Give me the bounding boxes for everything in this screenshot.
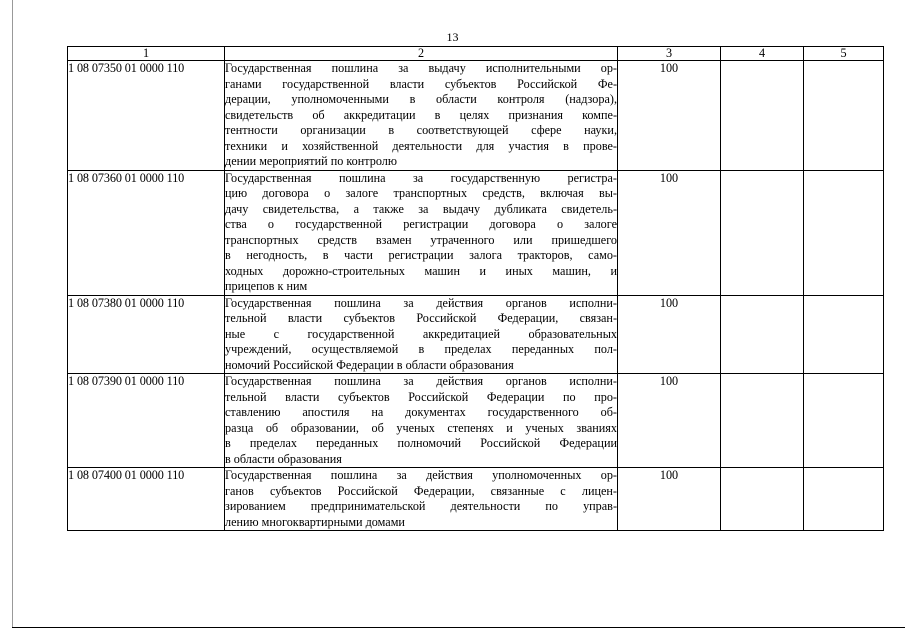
- description-line: учреждений, осуществляемой в пределах переданных пол-: [225, 342, 617, 356]
- description-line: дении мероприятий по контролю: [225, 154, 397, 168]
- empty-cell: [804, 61, 884, 171]
- description-line: тельной власти субъектов Российской Федерации, связан-: [225, 311, 617, 325]
- description-line: свидетельств об аккредитации в целях признания компе-: [225, 107, 617, 122]
- description-line: в области образования: [225, 451, 342, 466]
- header-col-2: 2: [225, 47, 618, 61]
- description-line: номочий Российской Федерации в области образования: [225, 357, 514, 372]
- table-body: [68, 61, 884, 531]
- empty-cell: [721, 61, 804, 171]
- description-line: в пределах переданных полномочий Российской Федерации: [225, 436, 617, 450]
- revenue-code: 1 08 07400 01 0000 110: [68, 468, 225, 531]
- description-line: прицепов к ним: [225, 279, 308, 293]
- description-line: техники и хозяйственной деятельности для участия в прове-: [225, 138, 617, 153]
- table-row: [68, 295, 884, 374]
- empty-cell: [721, 468, 804, 531]
- description-line: ства о государственной регистрации договора о залоге: [225, 217, 617, 231]
- description-line: ходных дорожно-строительных машин и иных машин, и: [225, 263, 617, 278]
- page-number: 13: [446, 30, 459, 44]
- description-line: тентности организации в соответствующей сфере науки,: [225, 123, 617, 137]
- description-line: Государственная пошлина за выдачу исполнительными ор-: [225, 61, 617, 75]
- empty-cell: [721, 295, 804, 374]
- header-col-3: 3: [618, 47, 721, 61]
- description-line: ставлению апостиля на документах государственного об-: [225, 405, 617, 419]
- normative-percent: 100: [618, 61, 721, 171]
- description-line: разца об образовании, об ученых степенях и ученых званиях: [225, 420, 617, 435]
- fee-description: [225, 295, 618, 374]
- description-line: Государственная пошлина за действия уполномоченных ор-: [225, 468, 617, 482]
- table-row: [68, 61, 884, 171]
- description-line: ганами государственной власти субъектов Российской Фе-: [225, 76, 617, 91]
- description-line: цию договора о залоге транспортных средств, включая вы-: [225, 186, 617, 200]
- description-line: Государственная пошлина за государственную регистра-: [225, 170, 617, 185]
- description-line: зированием предпринимательской деятельности по управ-: [225, 499, 617, 513]
- normative-percent: 100: [618, 374, 721, 468]
- fee-description: [225, 468, 618, 531]
- table-row: [68, 170, 884, 295]
- description-line: дерации, уполномоченными в области контроля (надзора),: [225, 92, 617, 106]
- description-line: транспортных средств взамен утраченного или пришедшего: [225, 232, 617, 247]
- table-row: [68, 468, 884, 531]
- empty-cell: [804, 295, 884, 374]
- empty-cell: [721, 374, 804, 468]
- description-line: ганов субъектов Российской Федерации, связанные с лицен-: [225, 483, 617, 498]
- empty-cell: [804, 374, 884, 468]
- description-line: Государственная пошлина за действия органов исполни-: [225, 374, 617, 388]
- revenue-code: 1 08 07380 01 0000 110: [68, 295, 225, 374]
- description-line: дачу свидетельства, а также за выдачу дубликата свидетель-: [225, 201, 617, 216]
- page-edge-rule: [12, 0, 13, 628]
- page-bottom-rule: [12, 627, 905, 628]
- empty-cell: [804, 170, 884, 295]
- fee-description: [225, 374, 618, 468]
- revenue-code: 1 08 07390 01 0000 110: [68, 374, 225, 468]
- normative-percent: 100: [618, 295, 721, 374]
- description-line: ные с государственной аккредитацией образовательных: [225, 326, 617, 341]
- table-row: [68, 374, 884, 468]
- description-line: тельной власти субъектов Российской Федерации по про-: [225, 389, 617, 404]
- description-line: Государственная пошлина за действия органов исполни-: [225, 295, 617, 310]
- header-col-1: 1: [68, 47, 225, 61]
- revenue-code: 1 08 07360 01 0000 110: [68, 170, 225, 295]
- table-header-row: [68, 47, 884, 61]
- header-col-4: 4: [721, 47, 804, 61]
- header-col-5: 5: [804, 47, 884, 61]
- fee-description: [225, 61, 618, 171]
- description-line: лению многоквартирными домами: [225, 514, 405, 529]
- fee-description: [225, 170, 618, 295]
- empty-cell: [721, 170, 804, 295]
- empty-cell: [804, 468, 884, 531]
- revenue-code: 1 08 07350 01 0000 110: [68, 61, 225, 171]
- normative-percent: 100: [618, 170, 721, 295]
- normative-percent: 100: [618, 468, 721, 531]
- revenue-code-table: [67, 46, 884, 531]
- description-line: в негодность, в части регистрации залога тракторов, само-: [225, 248, 617, 262]
